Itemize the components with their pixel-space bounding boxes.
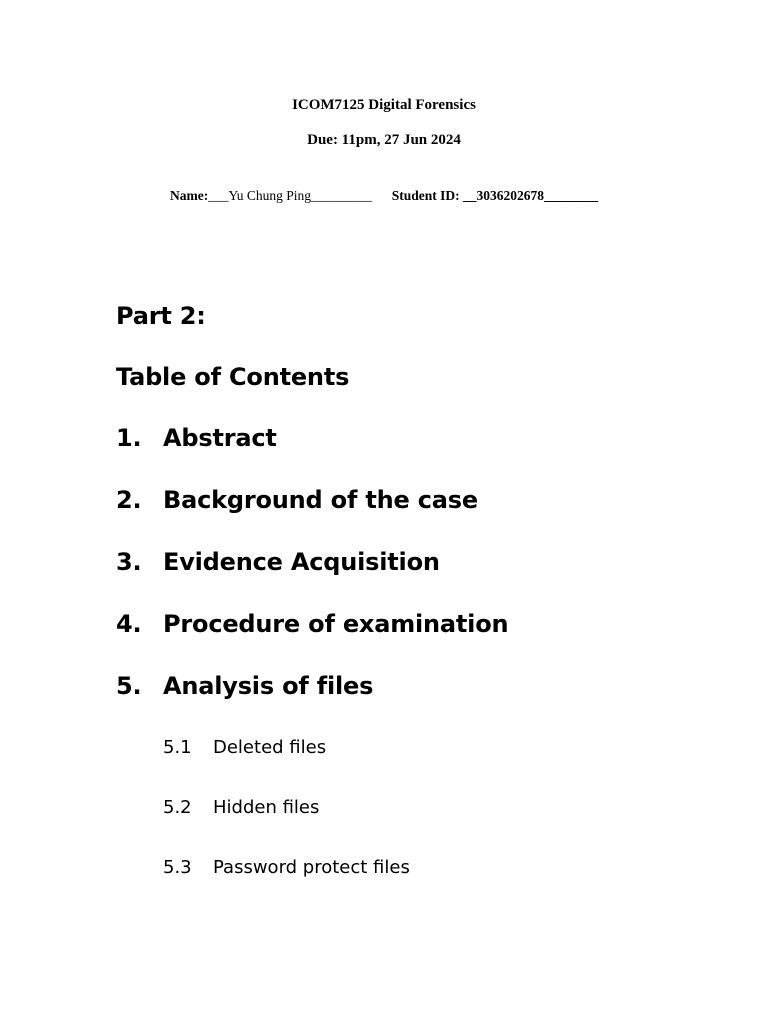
toc-item-procedure [116, 610, 508, 638]
course-title: ICOM7125 Digital Forensics [292, 97, 476, 113]
toc-item-label: Abstract [163, 424, 277, 452]
sub-item-password-files [163, 857, 410, 878]
toc-item-analysis [116, 672, 373, 700]
sub-item-label: Deleted files [213, 737, 327, 758]
toc-item-number: 1. [116, 424, 142, 452]
sub-item-hidden-files [163, 797, 319, 818]
toc-item-label: Procedure of examination [163, 610, 509, 638]
sub-item-label: Password protect files [213, 857, 410, 878]
toc-item-abstract [116, 424, 277, 452]
name-label: Name: [169, 188, 209, 203]
toc-item-label: Analysis of files [163, 672, 374, 700]
toc-item-number: 3. [116, 548, 142, 576]
sub-item-number: 5.2 [163, 797, 192, 818]
due-date: Due: 11pm, 27 Jun 2024 [307, 132, 461, 148]
sub-item-number: 5.3 [163, 857, 192, 878]
sub-item-number: 5.1 [163, 737, 192, 758]
sub-item-label: Hidden files [213, 797, 320, 818]
toc-item-evidence-acquisition [116, 548, 440, 576]
toc-item-number: 2. [116, 486, 142, 514]
sub-item-deleted-files [163, 737, 326, 758]
toc-item-label: Evidence Acquisition [163, 548, 440, 576]
student-info-line [0, 188, 768, 204]
toc-item-background [116, 486, 478, 514]
toc-item-number: 4. [116, 610, 142, 638]
student-id: Student ID: __3036202678________ [391, 188, 599, 203]
toc-title: Table of Contents [116, 363, 350, 391]
student-name: ___Yu Chung Ping_________ [208, 188, 372, 203]
toc-item-label: Background of the case [163, 486, 478, 514]
toc-item-number: 5. [116, 672, 142, 700]
part-title: Part 2: [116, 302, 206, 330]
